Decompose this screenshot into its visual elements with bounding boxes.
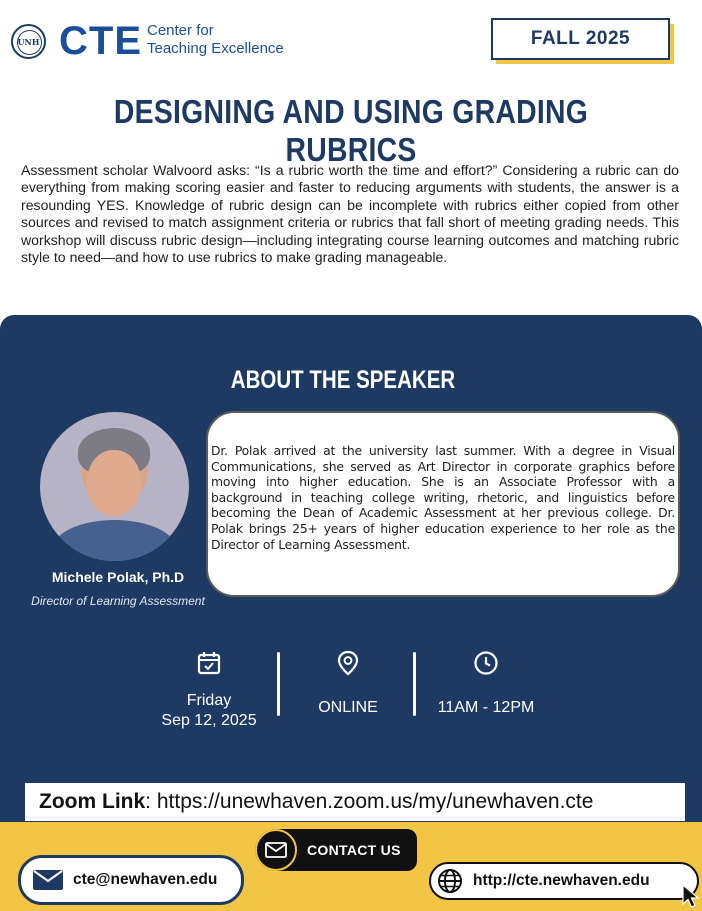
calendar-icon: [196, 650, 222, 676]
website-url: http://cte.newhaven.edu: [473, 872, 650, 889]
website-link[interactable]: [429, 862, 699, 900]
speaker-role: Director of Learning Assessment: [31, 594, 205, 608]
event-location-text: ONLINE: [318, 699, 378, 716]
event-time: [430, 650, 542, 718]
location-pin-icon: [335, 650, 361, 676]
photo-shirt: [52, 520, 177, 561]
zoom-link-url[interactable]: https://unewhaven.zoom.us/my/unewhaven.cte: [156, 790, 594, 813]
workshop-title: DESIGNING AND USING GRADING RUBRICS: [113, 93, 589, 168]
logo-line-2: Teaching Excellence: [147, 40, 284, 57]
envelope-icon: [265, 842, 287, 858]
email-link[interactable]: [18, 855, 244, 905]
event-date-text: Sep 12, 2025: [161, 712, 257, 729]
logo-line-1: Center for: [147, 22, 214, 39]
contact-us-label: CONTACT US: [307, 842, 401, 858]
event-time-text: 11AM - 12PM: [437, 699, 535, 716]
seal-text: UNH: [17, 37, 40, 47]
globe-icon: [437, 868, 463, 894]
email-address: cte@newhaven.edu: [73, 871, 218, 888]
cte-logo-name: [147, 22, 284, 58]
event-location: [300, 650, 396, 718]
zoom-link-separator: :: [145, 790, 152, 813]
mail-icon: [33, 870, 63, 890]
event-date: [150, 650, 268, 731]
cte-logo-abbrev: CTE: [59, 19, 142, 63]
photo-face: [87, 450, 141, 516]
event-day: Friday: [186, 692, 232, 709]
clock-icon: [473, 650, 499, 676]
speaker-bio-box: [206, 411, 680, 597]
about-speaker-heading: ABOUT THE SPEAKER: [230, 366, 456, 394]
pointer-cursor-icon: [681, 883, 701, 909]
workshop-description: Assessment scholar Walvoord asks: “Is a rubric worth the time and effort?” Considering a rubric can do everything from making scoring easier and faster to reducing arguments with students, the answer is a resounding YES. Knowledge of rubric design can be incomplete with rubrics either copied from other sources and revised to match assignment criteria or rubrics that fall short of meeting grading needs. This workshop will discuss rubric design—including integrating course learning outcomes and matching rubric style to need—and how to use rubrics to make grading manageable.: [21, 162, 679, 266]
speaker-name: Michele Polak, Ph.D: [51, 569, 185, 585]
speaker-photo: [40, 412, 189, 561]
contact-us-button[interactable]: [255, 829, 417, 871]
university-seal-logo: [11, 24, 46, 59]
info-separator-1: [277, 652, 280, 716]
zoom-link-bar[interactable]: [25, 783, 685, 821]
contact-envelope-circle: [255, 829, 297, 871]
term-badge: FALL 2025: [491, 18, 670, 60]
speaker-bio: Dr. Polak arrived at the university last summer. With a degree in Visual Communications, she served as Art Director in corporate graphics before moving into higher education. She is an Associate Professor with a background in teaching college writing, rhetoric, and linguistics before becoming the Dean of Academic Assessment at her previous college. Dr. Polak brings 25+ years of higher education experience to her role as the Director of Learning Assessment.: [211, 443, 675, 552]
info-separator-2: [413, 652, 416, 716]
zoom-link-label: Zoom Link: [39, 790, 146, 813]
